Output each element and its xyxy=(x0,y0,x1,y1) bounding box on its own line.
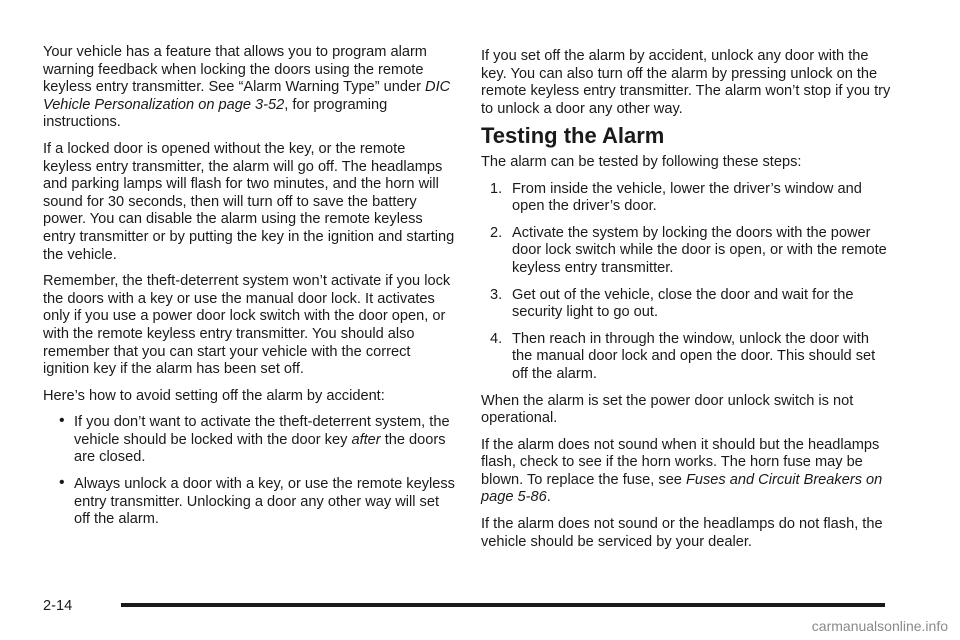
steps-list xyxy=(481,181,893,384)
paragraph-unlock-switch: When the alarm is set the power door unlock switch is not operational. xyxy=(481,392,854,427)
left-column xyxy=(43,44,455,538)
step-item: 3. Get out of the vehicle, close the door and wait for the security light to go out. xyxy=(490,286,854,321)
page-number: 2-14 xyxy=(43,598,73,614)
paragraph-locked-door: If a locked door is opened without the key, or the remote keyless entry transmitter, the alarm will go off. The headlamps and parking lamps will flash for two minutes, and the horn will sound for 30 seconds, then will turn off to save the battery power. You can disable the alarm using the remote keyless entry transmitter or by putting the key in the ignition and starting the vehicle. xyxy=(43,140,455,263)
paragraph-steps-intro: The alarm can be tested by following these steps: xyxy=(481,153,802,170)
step-item: 1. From inside the vehicle, lower the driver’s window and open the driver’s door. xyxy=(490,180,862,215)
paragraph-accident: If you set off the alarm by accident, unlock any door with the key. You can also turn off the alarm by pressing unlock on the remote keyless entry transmitter. The alarm won’t stop if you try to unlock a door any other way. xyxy=(481,48,891,117)
paragraph-feedback: Your vehicle has a feature that allows you to program alarm warning feedback when locking the doors using the remote keyless entry transmitter. See “Alarm Warning Type” under DIC Vehicle Personalization on page 3-52, for programing instructions. xyxy=(43,44,451,131)
bullet-item: • If you don’t want to activate the theft-deterrent system, the vehicle should be locked with the door key after the doors are closed. xyxy=(43,414,455,467)
paragraph-avoid-intro: Here’s how to avoid setting off the alarm by accident: xyxy=(43,387,385,404)
step-item: 4. Then reach in through the window, unlock the door with the manual door lock and open the door. This should set off the alarm. xyxy=(490,330,876,382)
section-heading: Testing the Alarm xyxy=(481,123,665,149)
paragraph-service: If the alarm does not sound or the headlamps do not flash, the vehicle should be serviced by your dealer. xyxy=(481,516,883,550)
step-item: 2. Activate the system by locking the doors with the power door lock switch while the door is open, or with the remote keyless entry transmitter. xyxy=(490,224,887,276)
watermark: carmanualsonline.info xyxy=(811,618,948,634)
right-column xyxy=(481,48,893,560)
bullet-item: • Always unlock a door with a key, or use the remote keyless entry transmitter. Unlocking a door any other way will set off the alarm. xyxy=(43,476,455,529)
paragraph-horn-fuse: If the alarm does not sound when it should but the headlamps flash, check to see if the horn works. The horn fuse may be blown. To replace the fuse, see Fuses and Circuit Breakers on page 5-86. xyxy=(481,436,883,506)
cross-reference-link[interactable]: DIC Vehicle Personalization on page 3-52 xyxy=(43,79,451,113)
footer-rule xyxy=(121,603,885,607)
paragraph-remember: Remember, the theft-deterrent system won’t activate if you lock the doors with a key or use the manual door lock. It activates only if you use a power door lock switch with the door open, or with the remote keyless entry transmitter. You should also remember that you can start your vehicle with the correct ignition key if the alarm has been set off. xyxy=(43,273,451,378)
cross-reference-link[interactable]: Fuses and Circuit Breakers on page 5-86 xyxy=(481,471,883,506)
